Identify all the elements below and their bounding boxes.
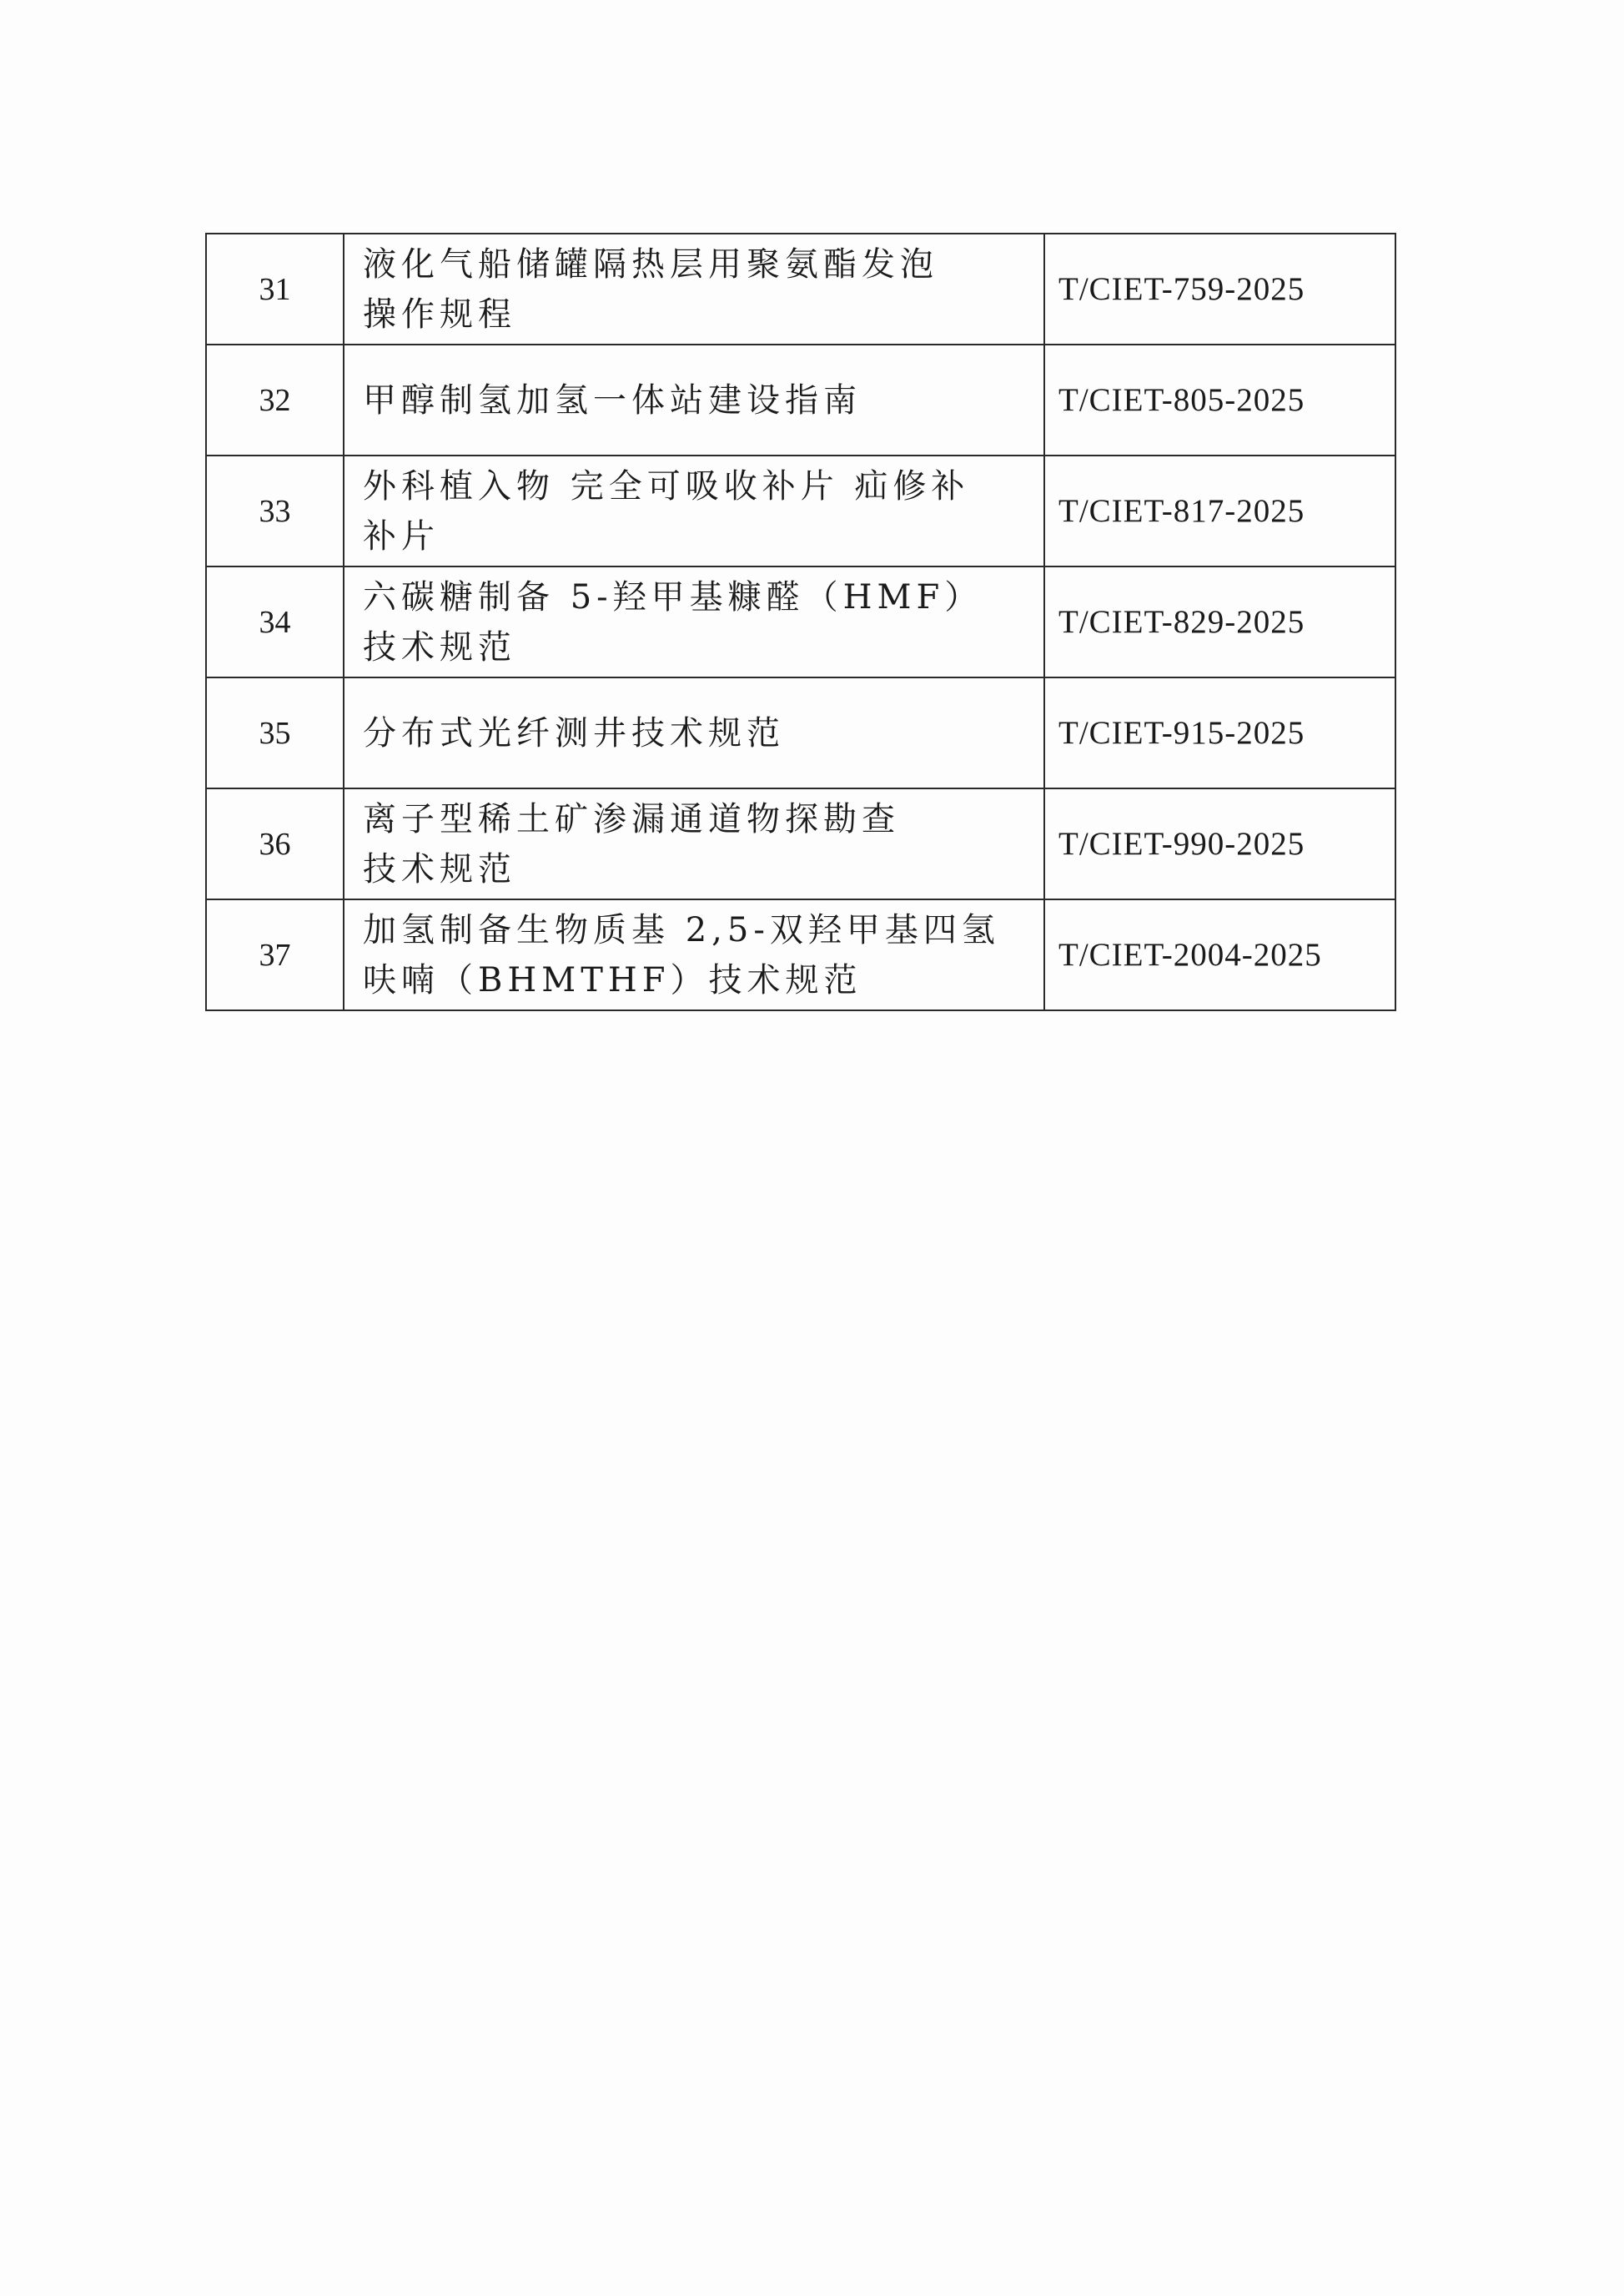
table-row [206,677,1395,788]
standard-name: 加氢制备生物质基 2,5-双羟甲基四氢 呋喃（BHMTHF）技术规范 [363,910,1000,999]
standard-name-cell [344,234,1044,345]
table-row [206,788,1395,899]
table-row [206,234,1395,345]
standard-code: T/CIET-915-2025 [1044,677,1395,788]
table-row [206,566,1395,677]
standard-name: 液化气船储罐隔热层用聚氨酯发泡 操作规程 [363,244,938,334]
standard-name-cell [344,456,1044,566]
standard-name: 六碳糖制备 5-羟甲基糠醛（HMF） 技术规范 [363,577,983,667]
row-number: 36 [206,788,344,899]
standard-code: T/CIET-990-2025 [1044,788,1395,899]
standard-name-cell [344,677,1044,788]
row-number: 37 [206,899,344,1010]
row-number: 31 [206,234,344,345]
table-row [206,345,1395,456]
standard-code: T/CIET-817-2025 [1044,456,1395,566]
standard-code: T/CIET-805-2025 [1044,345,1395,456]
standard-name: 外科植入物 完全可吸收补片 疝修补 补片 [363,466,970,556]
standard-name: 离子型稀土矿渗漏通道物探勘查 技术规范 [363,799,900,889]
standards-table [205,233,1396,1011]
standard-code: T/CIET-829-2025 [1044,566,1395,677]
row-number: 34 [206,566,344,677]
standard-name: 甲醇制氢加氢一体站建设指南 [363,380,862,420]
standard-name-cell [344,345,1044,456]
table-row [206,899,1395,1010]
standard-name-cell [344,899,1044,1010]
row-number: 35 [206,677,344,788]
table-row [206,456,1395,566]
standard-code: T/CIET-2004-2025 [1044,899,1395,1010]
standard-name-cell [344,566,1044,677]
standard-code: T/CIET-759-2025 [1044,234,1395,345]
row-number: 33 [206,456,344,566]
standard-name-cell [344,788,1044,899]
row-number: 32 [206,345,344,456]
standard-name: 分布式光纤测井技术规范 [363,713,785,753]
